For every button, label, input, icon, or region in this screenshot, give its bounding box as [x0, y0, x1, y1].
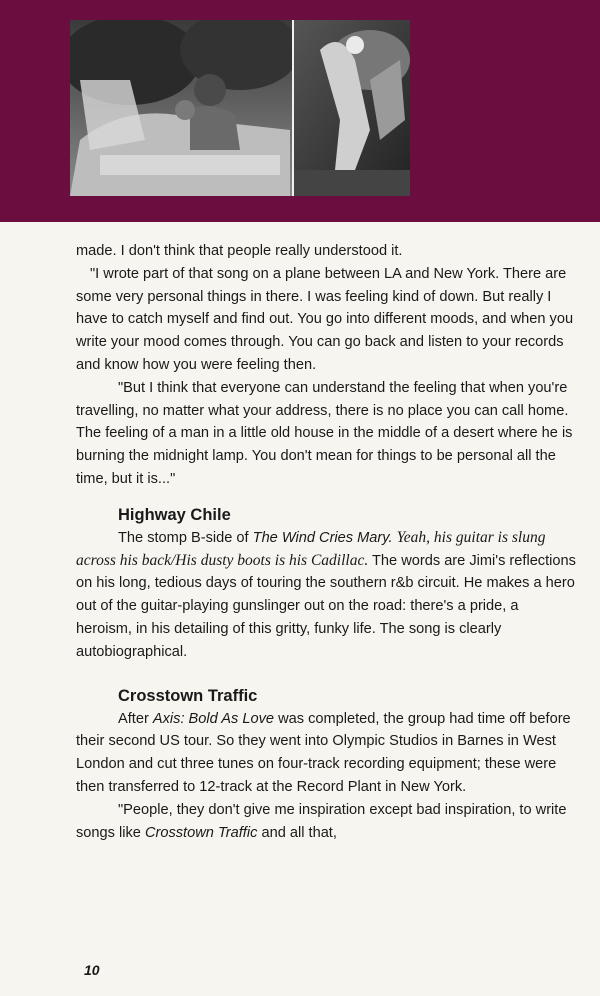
text-run: The words are Jimi's reflections on his long, tedious days of touring the southern r&b circuit. He makes a hero out of the guitar-playing gunslinger out on the road: there's a pride, a heroism, in his detailing of this gritty, funky life. The song is clearly autobiographical. — [76, 552, 576, 660]
song-title: Crosstown Traffic — [144, 824, 258, 841]
text-run: and all that, — [257, 824, 337, 841]
paragraph: made. I don't think that people really understood it. — [76, 243, 403, 259]
section-heading-crosstown-traffic: Crosstown Traffic — [118, 686, 258, 705]
article-body — [76, 240, 576, 844]
photo-collage — [70, 20, 410, 196]
paragraph: "But I think that everyone can understand the feeling that when you're travelling, no matter what your address, there is no place you can call home. The feeling of a man in a little old house in the middle of a desert where he is burning the midnight lamp. You don't mean for things to be personal all the time, but it is..." — [76, 379, 573, 487]
header-photo — [70, 20, 410, 196]
paragraph: "I wrote part of that song on a plane between LA and New York. There are some very personal things in there. I was feeling kind of down. But really I have to catch myself and find out. You go into different moods, and when you write your mood comes through. You can go back and listen to your records and know how you were feeling then. — [76, 265, 574, 373]
page-number: 10 — [84, 962, 100, 978]
lyric-quote: Yeah, his guitar is slung across his back/His dusty boots is his Cadillac. — [76, 528, 546, 569]
album-title: Axis: Bold As Love — [152, 710, 275, 727]
text-run: was completed, the group had time off before their second US tour. So they went into Olympic Studios in Barnes in West London and cut three tunes on four-track recording equipment; these were then transferred to 12-track at the Record Plant in New York. — [76, 710, 571, 795]
text-run: The stomp B-side of — [118, 529, 253, 546]
song-title: The Wind Cries Mary. — [252, 529, 393, 546]
text-run: After — [118, 710, 153, 727]
paragraph — [76, 708, 576, 799]
section-heading-highway-chile: Highway Chile — [118, 505, 231, 524]
paragraph — [76, 527, 576, 664]
paragraph — [76, 799, 576, 845]
text-run: "People, they don't give me inspiration except bad inspiration, to write songs like — [76, 801, 567, 841]
